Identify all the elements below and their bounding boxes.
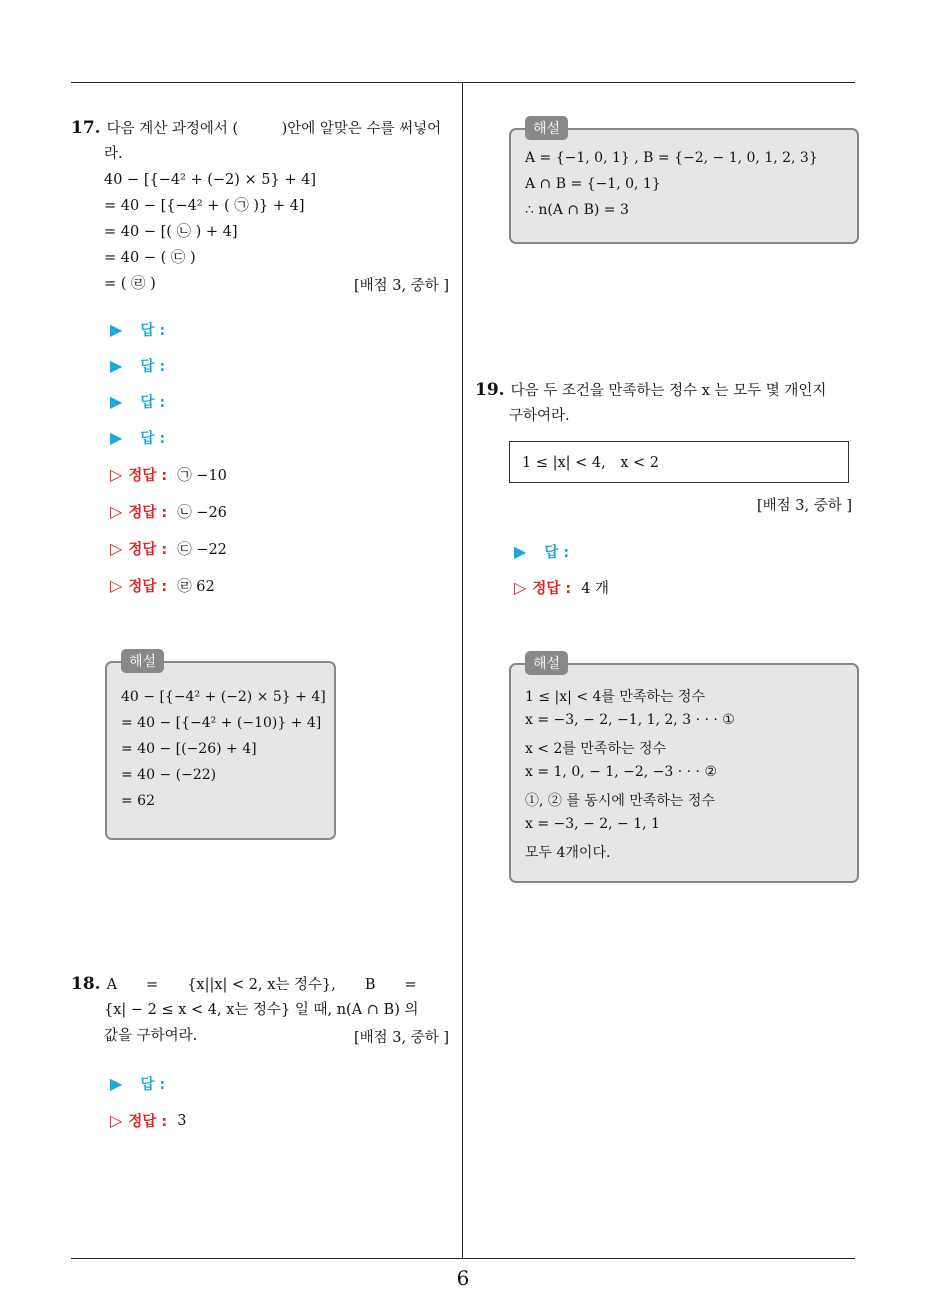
play-triangle-icon: ▶ xyxy=(110,392,123,411)
answer-label: 답 : xyxy=(140,359,166,375)
correct-label: 정답 : xyxy=(128,468,168,484)
q18-question xyxy=(71,974,417,995)
q17-text-line2: 라. xyxy=(104,146,123,162)
q19-condition: 1 ≤ |x| < 4, x < 2 xyxy=(522,455,660,471)
q17-step-1: 40 − [{−4² + (−2) × 5} + 4] xyxy=(104,172,317,188)
q17-number: 17. xyxy=(71,118,101,138)
q17-step-2: = 40 − [{−4² + ( ㉠ )} + 4] xyxy=(104,198,305,214)
q17-question xyxy=(71,118,441,139)
q17-answer-row-3 xyxy=(110,391,165,412)
answer-label: 답 : xyxy=(140,323,166,339)
q19-text-line1: 다음 두 조건을 만족하는 정수 x 는 모두 몇 개인지 xyxy=(510,383,827,399)
q17-solution-box xyxy=(105,654,336,840)
q18-text-line1: A = {x||x| < 2, x는 정수}, B = xyxy=(106,977,417,993)
correct-label: 정답 : xyxy=(128,579,168,595)
q17-solution-line-4: = 40 − (−22) xyxy=(121,767,217,783)
q17-answer-row-2 xyxy=(110,355,165,376)
q18-correct-row xyxy=(110,1110,186,1131)
answer-label: 답 : xyxy=(140,395,166,411)
column-divider xyxy=(462,82,463,1258)
q19-score: [배점 3, 중하 ] xyxy=(757,498,853,514)
correct-label: 정답 : xyxy=(128,1114,168,1130)
q17-solution-line-2: = 40 − [{−4² + (−10)} + 4] xyxy=(121,715,322,731)
q18-solution-line-3: ∴ n(A ∩ B) = 3 xyxy=(525,202,629,218)
answer-label: 답 : xyxy=(140,1077,166,1093)
solution-tag: 해설 xyxy=(525,651,568,675)
q17-solution-line-5: = 62 xyxy=(121,793,155,809)
q17-correct-row-1 xyxy=(110,464,227,485)
correct-answer: ㉢ −22 xyxy=(177,542,227,558)
q19-solution-line-1: 1 ≤ |x| < 4를 만족하는 정수 xyxy=(525,689,705,705)
q19-solution-line-7: 모두 4개이다. xyxy=(525,845,611,861)
outline-triangle-icon: ▷ xyxy=(110,539,123,558)
q19-solution-line-3: x < 2를 만족하는 정수 xyxy=(525,741,667,757)
outline-triangle-icon: ▷ xyxy=(110,465,123,484)
q19-solution-line-2: x = −3, − 2, −1, 1, 2, 3 · · · ① xyxy=(525,712,735,728)
play-triangle-icon: ▶ xyxy=(110,320,123,339)
outline-triangle-icon: ▷ xyxy=(514,578,527,597)
correct-answer: ㉣ 62 xyxy=(177,579,215,595)
q18-text-line3: 값을 구하여라. xyxy=(104,1028,198,1044)
correct-answer: 4 개 xyxy=(581,581,610,597)
q18-answer-row xyxy=(110,1073,165,1094)
q19-answer-row xyxy=(514,541,569,562)
play-triangle-icon: ▶ xyxy=(110,428,123,447)
play-triangle-icon: ▶ xyxy=(514,542,527,561)
play-triangle-icon: ▶ xyxy=(110,1074,123,1093)
q17-correct-row-2 xyxy=(110,501,227,522)
correct-answer: ㉡ −26 xyxy=(177,505,227,521)
outline-triangle-icon: ▷ xyxy=(110,1111,123,1130)
q17-solution-line-3: = 40 − [(−26) + 4] xyxy=(121,741,257,757)
q17-score: [배점 3, 중하 ] xyxy=(354,278,450,294)
answer-label: 답 : xyxy=(544,545,570,561)
q19-solution-box xyxy=(509,656,859,883)
q19-text-line2: 구하여라. xyxy=(509,408,570,424)
correct-answer: 3 xyxy=(177,1112,187,1129)
correct-label: 정답 : xyxy=(128,542,168,558)
q18-solution-box xyxy=(509,121,859,244)
q17-step-3: = 40 − [( ㉡ ) + 4] xyxy=(104,224,238,240)
q17-answer-row-1 xyxy=(110,319,165,340)
q19-solution-line-6: x = −3, − 2, − 1, 1 xyxy=(525,816,660,832)
q17-solution-line-1: 40 − [{−4² + (−2) × 5} + 4] xyxy=(121,689,326,705)
q18-solution-line-2: A ∩ B = {−1, 0, 1} xyxy=(525,176,661,192)
q19-solution-line-5: ①, ② 를 동시에 만족하는 정수 xyxy=(525,793,715,809)
outline-triangle-icon: ▷ xyxy=(110,502,123,521)
q19-condition-box xyxy=(509,441,849,483)
page-number: 6 xyxy=(456,1266,470,1290)
correct-label: 정답 : xyxy=(532,581,572,597)
q18-solution-line-1: A = {−1, 0, 1} , B = {−2, − 1, 0, 1, 2, 3} xyxy=(525,150,818,166)
q17-step-5: = ( ㉣ ) xyxy=(104,276,156,292)
q17-step-4: = 40 − ( ㉢ ) xyxy=(104,250,196,266)
play-triangle-icon: ▶ xyxy=(110,356,123,375)
top-rule xyxy=(71,82,855,83)
q19-number: 19. xyxy=(475,380,505,400)
q19-correct-row xyxy=(514,577,609,598)
solution-tag: 해설 xyxy=(525,116,568,140)
correct-answer: ㉠ −10 xyxy=(177,468,227,484)
q19-solution-line-4: x = 1, 0, − 1, −2, −3 · · · ② xyxy=(525,764,718,780)
answer-label: 답 : xyxy=(140,431,166,447)
q17-answer-row-4 xyxy=(110,427,165,448)
solution-tag: 해설 xyxy=(121,649,164,673)
q17-correct-row-3 xyxy=(110,538,227,559)
q18-score: [배점 3, 중하 ] xyxy=(354,1030,450,1046)
q18-text-line2: {x| − 2 ≤ x < 4, x는 정수} 일 때, n(A ∩ B) 의 xyxy=(104,1002,419,1018)
correct-label: 정답 : xyxy=(128,505,168,521)
q17-text-line1: 다음 계산 과정에서 ( )안에 알맞은 수를 써넣어 xyxy=(106,121,442,137)
q17-correct-row-4 xyxy=(110,575,215,596)
outline-triangle-icon: ▷ xyxy=(110,576,123,595)
q18-number: 18. xyxy=(71,974,101,994)
bottom-rule xyxy=(71,1258,855,1259)
q19-question xyxy=(475,380,826,401)
